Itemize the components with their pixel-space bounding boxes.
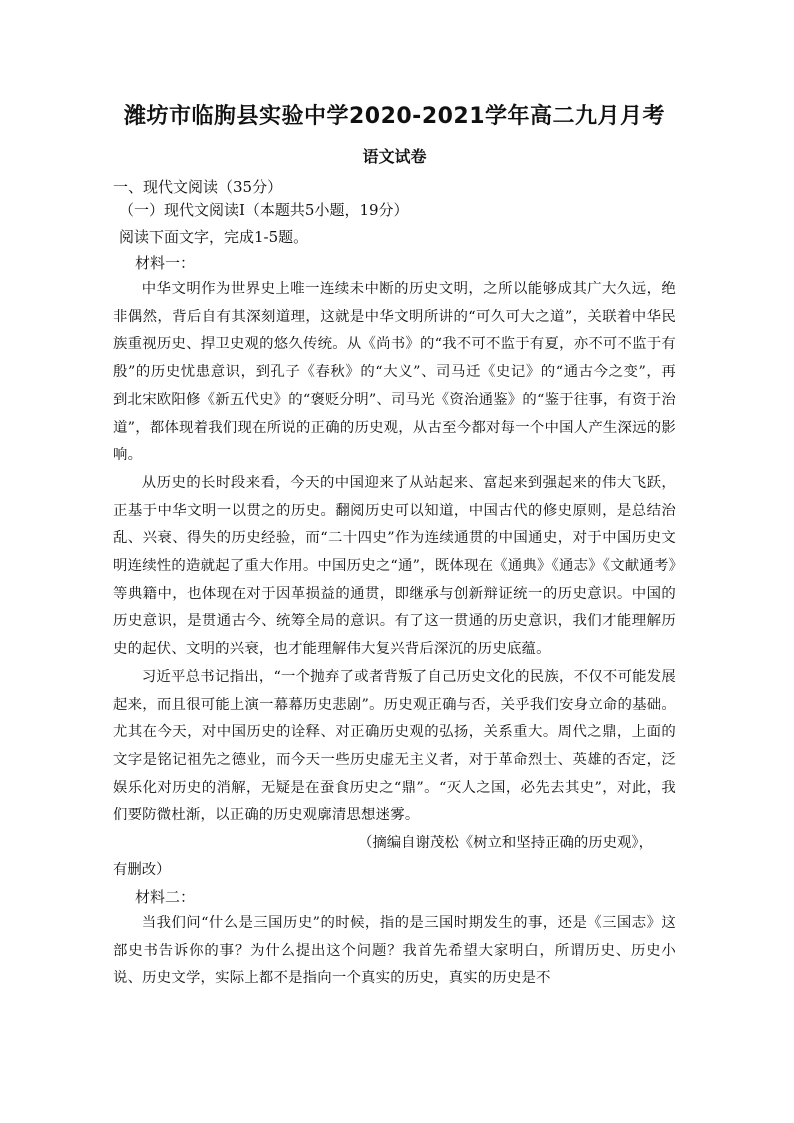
subsection-heading: （一）现代文阅读Ⅰ（本题共5小题，19分） xyxy=(119,201,409,219)
material-one-paragraph-2: 从历史的长时段来看，今天的中国迎来了从站起来、富起来到强起来的伟大飞跃，正基于中华文明一以贯之的历史。翻阅历史可以知道，中国古代的修史原则，是总结治乱、兴衰、得失的历史经验，而“二十四史”作为连续通贯的中国通史，对于中国历史文明连续性的造就起了重大作用。中国历史之“通”，既体现在《通典》《通志》《文献通考》等典籍中，也体现在对于因革损益的通贯，即继承与创新辩证统一的历史意识。中国的历史意识，是贯通古今、统筹全局的意识。有了这一贯通的历史意识，我们才能理解历史的起伏、文明的兴衰，也才能理解伟大复兴背后深沉的历史底蕴。 xyxy=(113,474,676,658)
exam-title: 潍坊市临朐县实验中学2020-2021学年高二九月月考 xyxy=(123,104,666,129)
exam-subtitle: 语文试卷 xyxy=(362,147,427,166)
material-one-source-continued: 有删改） xyxy=(113,862,171,879)
material-one-source: （摘编自谢茂松《树立和坚持正确的历史观》， xyxy=(358,835,654,852)
material-one-paragraph-1: 中华文明作为世界史上唯一连续未中断的历史文明，之所以能够成其广大久远，绝非偶然，背后自有其深刻道理，这就是中华文明所讲的“可久可大之道”，关联着中华民族重视历史、捍卫史观的悠久传统。从《尚书》的“我不可不监于有夏，亦不可不监于有殷”的历史忧患意识，到孔子《春秋》的“大义”、司马迁《史记》的“通古今之变”，再到北宋欧阳修《新五代史》的“褒贬分明”、司马光《资治通鉴》的“鉴于往事，有资于治道”，都体现着我们现在所说的正确的历史观，从古至今都对每一个中国人产生深远的影响。 xyxy=(113,281,676,464)
reading-instruction: 阅读下面文字，完成1-5题。 xyxy=(119,228,309,246)
material-two-paragraph-1: 当我们问“什么是三国历史”的时候，指的是三国时期发生的事，还是《三国志》这部史书告诉你的事？为什么提出这个问题？我首先希望大家明白，所谓历史、历史小说、历史文学，实际上都不是指向一个真实的历史，真实的历史是不 xyxy=(113,915,676,987)
material-two-label: 材料二： xyxy=(135,888,196,907)
section-heading: 一、现代文阅读（35分） xyxy=(113,178,283,196)
material-one-label: 材料一： xyxy=(135,254,196,272)
material-one-paragraph-3: 习近平总书记指出，“一个抛弃了或者背叛了自己历史文化的民族，不仅不可能发展起来，而且很可能上演一幕幕历史悲剧”。历史观正确与否，关乎我们安身立命的基础。尤其在今天，对中国历史的诠释、对正确历史观的弘扬，关系重大。周代之鼎，上面的文字是铭记祖先之德业，而今天一些历史虚无主义者，对于革命烈士、英雄的否定，泛娱乐化对历史的消解，无疑是在蚕食历史之“鼎”。“灭人之国，必先去其史”，对此，我们要防微杜渐，以正确的历史观廓清思想迷雾。 xyxy=(113,668,676,824)
